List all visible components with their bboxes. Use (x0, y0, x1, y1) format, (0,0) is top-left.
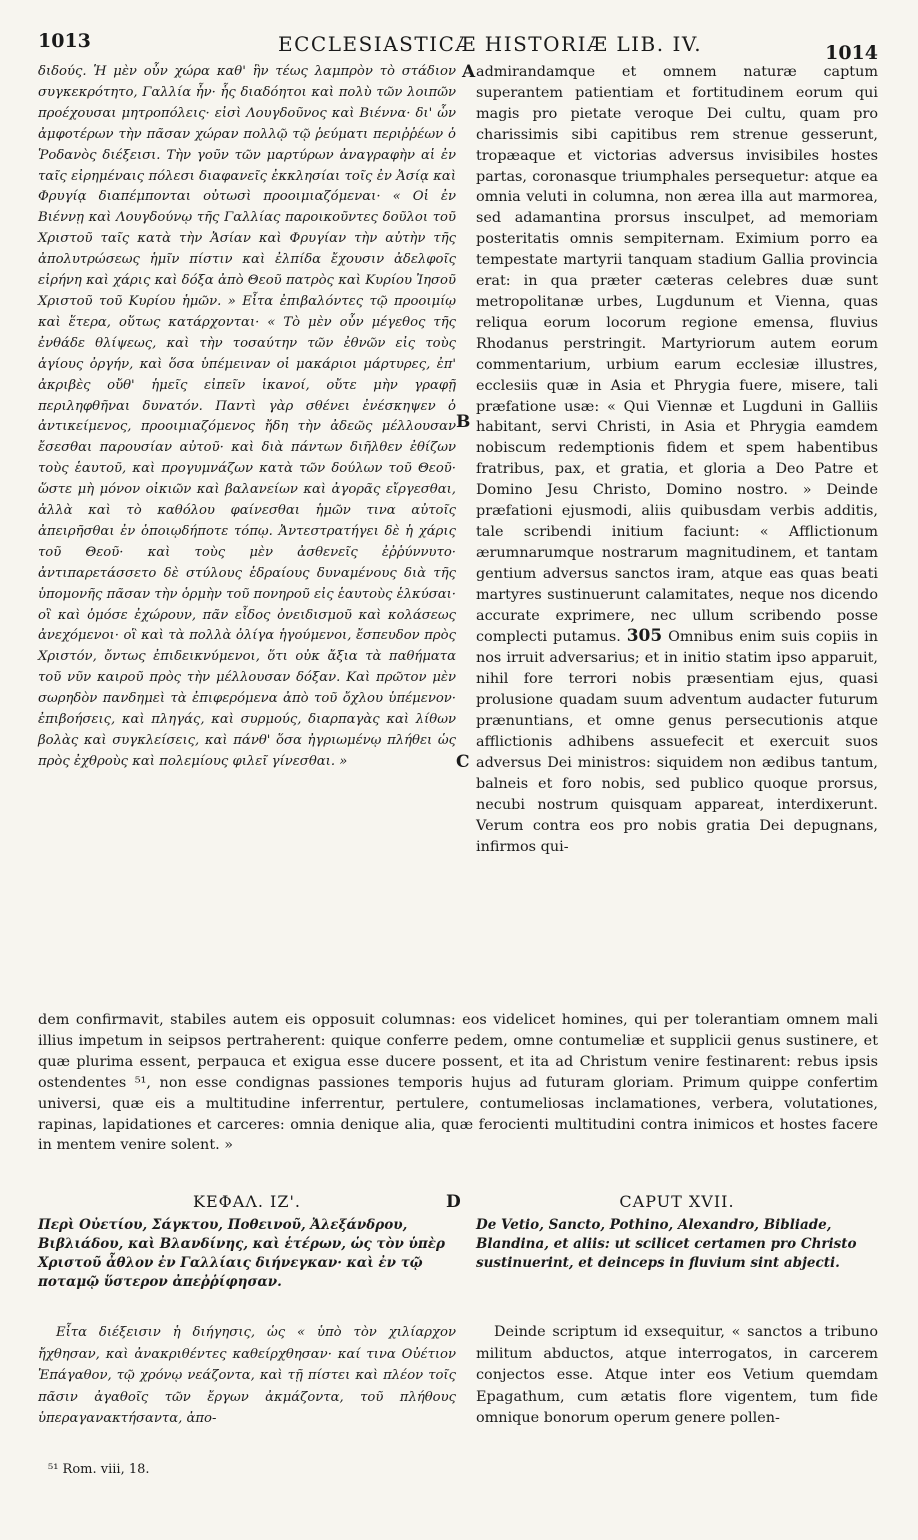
latin-chapter-body (476, 1322, 878, 1430)
margin-marker-b: B (456, 412, 471, 432)
footnote: ⁵¹ Rom. viii, 18. (48, 1462, 150, 1477)
running-head: ECCLESIASTICÆ HISTORIÆ LIB. IV. (278, 32, 703, 56)
greek-chapter-summary: Περὶ Οὐετίου, Σάγκτου, Ποθεινοῦ, Ἀλεξάνδρου, Βιβλιάδου, καὶ Βλανδίνης, καὶ ἑτέρων, ὡς τὸν ὑπὲρ Χριστοῦ ἆθλον ἐν Γαλλίαις διήνεγκαν· καὶ ἐν τῷ ποταμῷ ὕστερον ἀπεῤῥίφησαν. (38, 1217, 445, 1290)
latin-full-width-text (38, 1010, 878, 1156)
latin-column-top (476, 62, 878, 857)
greek-chapter-body (38, 1322, 456, 1430)
latin-chapter-paragraph: Deinde scriptum id exsequitur, « sanctos a tribuno militum abductos, atque interrogatos, in carcerem conjectos esse. Atque inter eos Vetium quemdam Epagathum, cum ætatis flore vigentem, tum fide omnique bonorum operum genere pollen- (476, 1324, 878, 1426)
greek-text-top: διδούς. Ἡ μὲν οὖν χώρα καθ' ἣν τέως λαμπρὸν τὸ στάδιον συγκεκρότητο, Γαλλία ἦν· ἧς διαδόητοι καὶ πολὺ τῶν λοιπῶν προέχουσαι μητροπόλεις· εἰσὶ Λουγδοῦνος καὶ Βιέννα· δι' ὧν ἀμφοτέρων τὴν πᾶσαν χώραν πολλῷ τῷ ῥεύματι περιῤῥέων ὁ Ῥοδανὸς διέξεισι. Τὴν γοῦν τῶν μαρτύρων ἀναγραφὴν αἱ ἐν ταῖς εἰρημέναις πόλεσι διαφανεῖς ἐκκλησίαι τοῖς ἐν Ἀσίᾳ καὶ Φρυγίᾳ διαπέμπονται οὐτωσὶ προοιμιαζόμεναι· « Οἱ ἐν Βιέννῃ καὶ Λουγδούνῳ τῆς Γαλλίας παροικοῦντες δοῦλοι τοῦ Χριστοῦ ταῖς κατὰ τὴν Ἀσίαν καὶ Φρυγίαν τὴν αὐτὴν τῆς ἀπολυτρώσεως ἡμῖν πίστιν καὶ ἐλπίδα ἔχουσιν ἀδελφοῖς εἰρήνη καὶ χάρις καὶ δόξα ἀπὸ Θεοῦ πατρὸς καὶ Κυρίου Ἰησοῦ Χριστοῦ τοῦ Κυρίου ἡμῶν. » Εἶτα ἐπιβαλόντες τῷ προοιμίῳ καὶ ἕτερα, οὕτως κατάρχονται· « Τὸ μὲν οὖν μέγεθος τῆς ἐνθάδε θλίψεως, καὶ τὴν τοσαύτην τῶν ἐθνῶν εἰς τοὺς ἁγίους ὀργήν, καὶ ὅσα ὑπέμειναν οἱ μακάριοι μάρτυρες, ἐπ' ἀκριβὲς οὔθ' ἡμεῖς εἰπεῖν ἱκανοί, οὔτε μὴν γραφῇ περιληφθῆναι δυνατόν. Παντὶ γὰρ σθένει ἐνέσκηψεν ὁ ἀντικείμενος, προοιμιαζόμενος ἤδη τὴν ἀδεῶς μέλλουσαν ἔσεσθαι παρουσίαν αὐτοῦ· καὶ διὰ πάντων διῆλθεν ἐθίζων τοὺς ἑαυτοῦ, καὶ προγυμνάζων κατὰ τῶν δούλων τοῦ Θεοῦ· ὥστε μὴ μόνον οἰκιῶν καὶ βαλανείων καὶ ἀγορᾶς εἴργεσθαι, ἀλλὰ καὶ τὸ καθόλου φαίνεσθαι ἡμῶν τινα αὐτοῖς ἀπειρῆσθαι ἐν ὁποιῳδήποτε τόπῳ. Ἀντεστρατήγει δὲ ἡ χάρις τοῦ Θεοῦ· καὶ τοὺς μὲν ἀσθενεῖς ἐῤῥύννυτο· ἀντιπαρετάσσετο δὲ στύλους ἑδραίους δυναμένους διὰ τῆς ὑπομονῆς πᾶσαν τὴν ὁρμὴν τοῦ πονηροῦ εἰς ἑαυτοὺς ἑλκύσαι· οἳ καὶ ὁμόσε ἐχώρουν, πᾶν εἶδος ὀνειδισμοῦ καὶ κολάσεως ἀνεχόμενοι· οἳ καὶ τὰ πολλὰ ὀλίγα ἡγούμενοι, ἔσπευδον πρὸς Χριστόν, ὄντως ἐπιδεικνύμενοι, ὅτι οὐκ ἄξια τὰ παθήματα τοῦ νῦν καιροῦ πρὸς τὴν μέλλουσαν δόξαν. Καὶ πρῶτον μὲν σωρηδὸν πανδημεὶ τὰ ἐπιφερόμενα ἀπὸ τοῦ ὄχλου ὑπέμενον· ἐπιβοήσεις, καὶ πληγάς, καὶ συρμούς, διαρπαγὰς καὶ λίθων βολὰς καὶ συγκλείσεις, καὶ πάνθ' ὅσα ἠγριωμένῳ πλήθει ὡς πρὸς ἐχθροὺς καὶ πολεμίους φιλεῖ γίνεσθαι. » (38, 64, 456, 769)
latin-text-top (476, 62, 878, 857)
page-number-left: 1013 (38, 30, 91, 52)
latin-chapter-heading: CAPUT XVII. (619, 1192, 735, 1211)
margin-marker-c: C (456, 752, 470, 772)
greek-chapter-paragraph: Εἶτα διέξεισιν ἡ διήγησις, ὡς « ὑπὸ τὸν χιλίαρχον ἤχθησαν, καὶ ἀνακριθέντες καθείρχθησαν· καί τινα Οὐέτιον Ἐπάγαθον, τῷ χρόνῳ νεάζοντα, καὶ τῇ πίστει καὶ πλέον τοῖς πᾶσιν ἀγαθοῖς τῶν ἔργων ἀκμάζοντα, τοῦ πλήθους ὑπεραγανακτήσαντα, ἀπο- (38, 1325, 456, 1426)
greek-column-top (38, 62, 456, 773)
latin-text-before-marker: admirandamque et omnem naturæ captum superantem patientiam et fortitudinem eorum qui magis pro pietate veroque Dei cultu, quam pro charissimis sibi capitibus rem strenue gesserunt, tropæaque et victorias adversus invisibiles hostes partas, coronasque triumphales persequetur: atque ea omnia veluti in columna, non ærea illa aut marmorea, sed adamantina prorsus insculpet, ad memoriam posteritatis omnis sempiternam. Eximium porro ea tempestate martyrii tanquam stadium Gallia provincia erat: in qua præter cæteras celebres duæ sunt metropolitanæ urbes, Lugdunum et Vienna, quas reliqua eorum locorum regione emensa, fluvius Rhodanus perstringit. Martyriorum autem eorum commentarium, urbium earum ecclesiæ illustres, ecclesiis quæ in Asia et Phrygia fuere, misere, tali præfatione usæ: « Qui Viennæ et Lugduni in Galliis habitant, servi Christi, in Asia et Phrygia eamdem nobiscum redemptionis fidem et spem habentibus fratribus, pax, et gratia, et gloria a Deo Patre et Domino Jesu Christo, Domino nostro. » Deinde præfationi ejusmodi, aliis quibusdam verbis additis, tale scribendi initium faciunt: « Afflictionum ærumnarumque nostrarum magnitudinem, et tantam gentium adversus sanctos iram, atque eas quas beati martyres sustinuerunt calamitates, neque nos dicendo accurate exprimere, nec ullum scribendo posse complecti putamus. (476, 64, 878, 646)
latin-chapter-summary: De Vetio, Sancto, Pothino, Alexandro, Bibliade, Blandina, et aliis: ut scilicet certamen pro Christo sustinuerint, et deinceps in fluvium sint abjecti. (476, 1217, 857, 1271)
page-number-right: 1014 (825, 42, 878, 64)
greek-chapter-heading: ΚΕΦΑΛ. ΙΖ'. (193, 1192, 301, 1211)
latin-text-after-marker: Omnibus enim suis copiis in nos irruit adversarius; et in initio statim ipso apparuit, nihil fore terrori nobis præsentiam ejus, quasi prolusione quadam suum adventum audacter futurum prænuntians, et omne genus persecutionis atque afflictionis adhibens assuefecit et exercuit suos adversus Dei ministros: siquidem non ædibus tantum, balneis et foro nobis, sed publico quoque prorsus, necubi nostrum quisquam appareat, interdixerunt. Verum contra eos pro nobis gratia Dei depugnans, infirmos qui- (476, 629, 879, 855)
latin-full-paragraph: dem confirmavit, stabiles autem eis opposuit columnas: eos videlicet homines, qui per tolerantiam omnem mali illius impetum in seipsos pertraherent: quique conferre pedem, omne contumeliæ et supplicii genus sustinere, et quæ plurima essent, perpauca et exigua esse ducere possent, et ita ad Christum venire festinarent: rebus ipsis ostendentes ⁵¹, non esse condignas passiones temporis hujus ad futuram gloriam. Primum quippe confertim universi, quæ eis a multitudine inferrentur, pertulere, contumeliosas inclamationes, verbera, volutationes, rapinas, lapidationes et carceres: omnia denique alia, quæ ferocienti multitudini contra inimicos et hostes facere in mentem venire solent. » (38, 1012, 878, 1154)
page-header (38, 30, 878, 64)
margin-marker-a: A (462, 62, 476, 82)
column-number-marker: 305 (626, 626, 663, 647)
margin-marker-d: D (446, 1192, 461, 1212)
